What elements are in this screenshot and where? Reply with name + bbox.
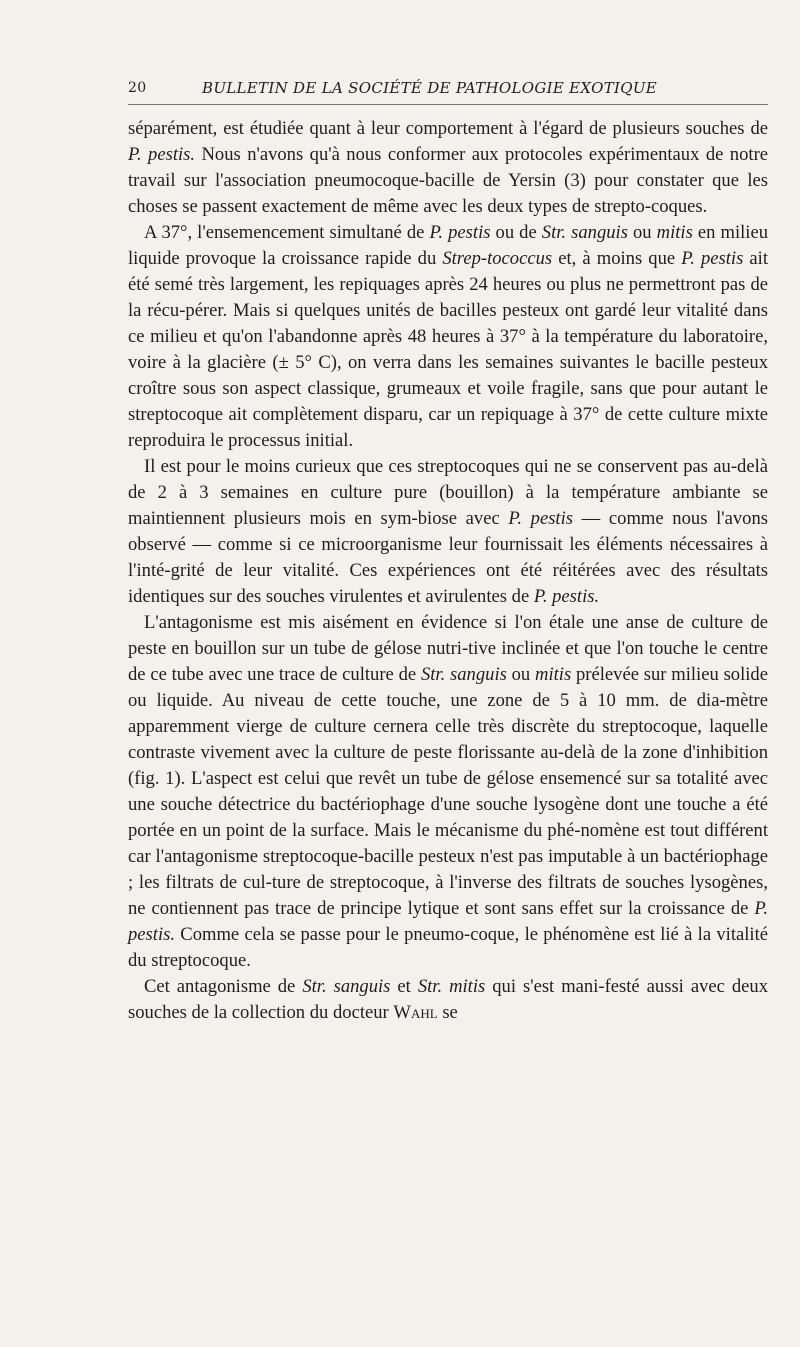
small-caps-text: Wahl: [393, 1002, 438, 1023]
paragraph: [128, 610, 768, 974]
text-run: se: [437, 1002, 458, 1023]
text-run: Il est pour le moins curieux que ces streptocoques qui ne se conservent pas au-delà de 2 à 3 semaines en culture pure (bouillon) à la température ambiante se maintiennent plusieurs mois en sym-biose avec: [128, 456, 768, 529]
text-run: L'antagonisme est mis aisément en évidence si l'on étale une anse de culture de peste en bouillon sur un tube de gélose nutri-tive inclinée et que l'on touche le centre de ce tube avec une trace de culture de: [128, 612, 768, 685]
text-run: Comme cela se passe pour le pneumo-coque, le phénomène est lié à la vitalité du streptocoque.: [128, 924, 768, 971]
italic-text: P. pestis.: [128, 898, 768, 945]
text-run: en milieu liquide provoque la croissance rapide du: [128, 222, 768, 269]
italic-text: Str. sanguis: [420, 664, 507, 685]
text-run: qui s'est mani-festé aussi avec deux souches de la collection du docteur: [128, 976, 769, 1023]
text-run: et, à moins que: [552, 248, 682, 269]
paragraph: [128, 974, 768, 1026]
italic-text: P. pestis: [429, 222, 491, 243]
italic-text: mitis: [656, 222, 693, 243]
text-run: Nous n'avons qu'à nous conformer aux protocoles expérimentaux de notre travail sur l'association pneumocoque-bacille de Yersin (3) pour constater que les choses se passent exactement de même avec les deux types de strepto-coques.: [128, 144, 769, 217]
italic-text: P. pestis: [681, 248, 744, 269]
running-title: BULLETIN DE LA SOCIÉTÉ DE PATHOLOGIE EXOTIQUE: [202, 79, 658, 97]
article-body: [128, 116, 768, 1026]
text-run: ou: [506, 664, 536, 685]
italic-text: Str. mitis: [417, 976, 486, 997]
italic-text: P. pestis: [508, 508, 573, 529]
header-rule: [128, 104, 768, 105]
italic-text: Strep-tococcus: [442, 248, 553, 269]
italic-text: Str. sanguis: [302, 976, 391, 997]
text-run: prélevée sur milieu solide ou liquide. Au niveau de cette touche, une zone de 5 à 10 mm. de dia-mètre apparemment vierge de culture cernera celle très discrète du streptocoque, laquelle contraste vivement avec la culture de peste florissante au-delà de la zone d'inhibition (fig. 1). L'aspect est celui que revêt un tube de gélose ensemencé sur sa totalité avec une souche détectrice du bactériophage d'une souche lysogène dont une touche a été portée en un point de la surface. Mais le mécanisme du phé-nomène est tout différent car l'antagonisme streptocoque-bacille pesteux n'est pas imputable à un bactériophage ; les filtrats de cul-ture de streptocoque, à l'inverse des filtrats de souches lysogènes, ne contiennent pas trace de principe lytique et sont sans effet sur la croissance de: [128, 664, 768, 919]
text-run: — comme nous l'avons observé — comme si ce microorganisme leur fournissait les éléments nécessaires à l'inté-grité de leur vitalité. Ces expériences ont été réitérées avec des résultats identiques sur des souches virulentes et avirulentes de: [128, 508, 768, 607]
page-header: [128, 76, 768, 102]
text-run: Cet antagonisme de: [144, 976, 303, 997]
italic-text: Str. sanguis: [541, 222, 628, 243]
italic-text: P. pestis.: [128, 144, 196, 165]
text-run: A 37°, l'ensemencement simultané de: [144, 222, 430, 243]
paragraph: [128, 220, 768, 454]
text-run: ou de: [490, 222, 542, 243]
italic-text: P. pestis.: [533, 586, 600, 607]
text-run: ou: [627, 222, 657, 243]
page-number: 20: [128, 80, 147, 96]
text-run: séparément, est étudiée quant à leur comportement à l'égard de plusieurs souches de: [128, 118, 768, 139]
text-run: et: [390, 976, 418, 997]
italic-text: mitis: [535, 664, 572, 685]
paragraph: [128, 454, 768, 610]
text-run: ait été semé très largement, les repiquages après 24 heures ou plus ne permettront pas de la récu-pérer. Mais si quelques unités de bacilles pesteux ont gardé leur vitalité dans ce milieu et qu'on l'abandonne après 48 heures à 37° à la température du laboratoire, voire à la glacière (± 5° C), on verra dans les semaines suivantes le bacille pesteux croître sous son aspect classique, grumeaux et voile fragile, sans que pour autant le streptocoque ait complètement disparu, car un repiquage à 37° de cette culture mixte reproduira le processus initial.: [128, 248, 768, 451]
paragraph: [128, 116, 768, 220]
